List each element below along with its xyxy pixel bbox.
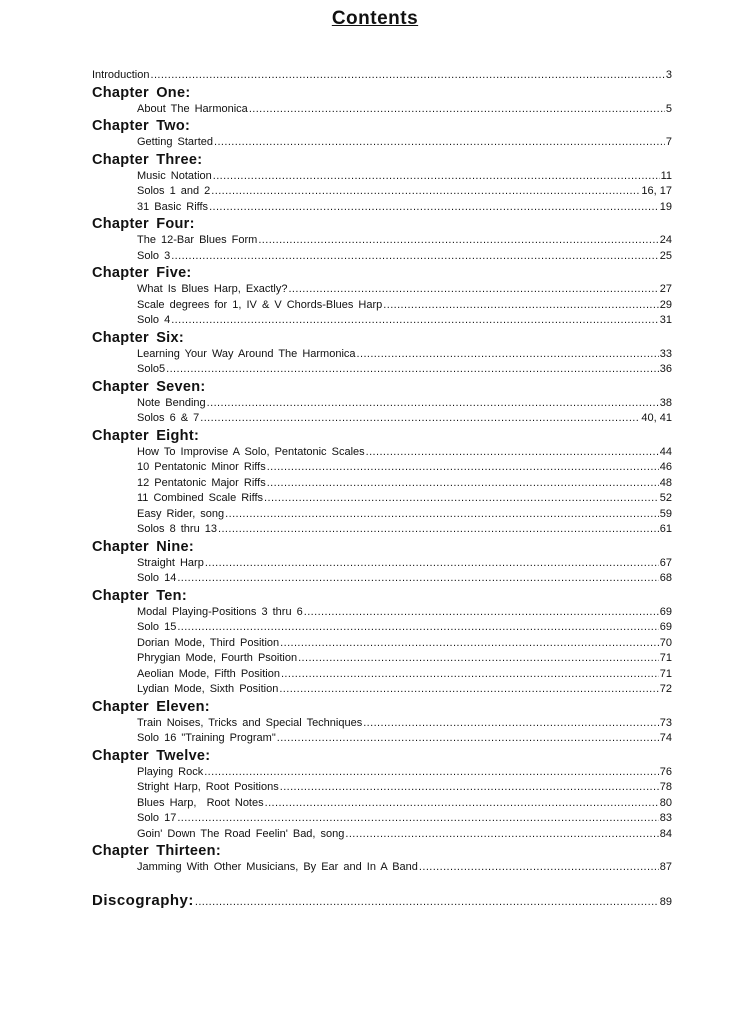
entry-title: Jamming With Other Musicians, By Ear and In A Band <box>137 861 418 873</box>
toc-entry[interactable] <box>92 605 672 621</box>
entry-title: Music Notation <box>137 169 212 182</box>
entry-page: 69 <box>659 605 672 618</box>
toc-entry[interactable] <box>92 460 672 476</box>
entry-page: 7 <box>665 136 672 148</box>
entry-page: 73 <box>659 716 672 729</box>
page-title: Contents <box>331 8 419 29</box>
dot-leader <box>258 233 658 249</box>
entry-title: About The Harmonica <box>137 102 248 115</box>
entry-title: Phrygian Mode, Fourth Psoition <box>137 652 298 664</box>
toc-entry[interactable] <box>92 860 672 876</box>
entry-page: 59 <box>659 507 672 520</box>
entry-page: 27 <box>659 283 672 295</box>
entry-title: Lydian Mode, Sixth Position <box>137 683 279 695</box>
chapter-heading: Chapter Four: <box>92 216 195 232</box>
toc-entry[interactable] <box>92 667 672 683</box>
chapter-heading: Chapter Seven: <box>92 378 206 395</box>
entry-page: 78 <box>659 781 672 793</box>
dot-leader <box>265 796 659 812</box>
chapter-heading: Chapter Six: <box>92 329 185 346</box>
entry-page: 33 <box>659 347 672 360</box>
dot-leader <box>177 571 658 587</box>
dot-leader <box>213 169 660 185</box>
toc-entry[interactable] <box>92 362 672 378</box>
entry-page: 52 <box>659 492 672 504</box>
toc-entry[interactable] <box>92 780 672 796</box>
dot-leader <box>357 347 659 363</box>
chapter-heading: Chapter Ten: <box>92 587 187 604</box>
toc-entry[interactable] <box>92 682 672 698</box>
entry-title: Dorian Mode, Third Position <box>137 636 280 649</box>
entry-title: Modal Playing-Positions 3 thru 6 <box>137 605 303 618</box>
table-of-contents <box>92 68 672 910</box>
dot-leader <box>280 780 659 796</box>
toc-entry[interactable] <box>92 282 672 298</box>
dot-leader <box>205 556 659 572</box>
dot-leader <box>200 411 640 427</box>
dot-leader <box>204 765 659 781</box>
dot-leader <box>249 102 665 118</box>
toc-entry[interactable] <box>92 620 672 636</box>
entry-title: Introduction <box>92 69 150 81</box>
toc-entry[interactable] <box>92 636 672 652</box>
entry-title: Train Noises, Tricks and Special Techniques <box>137 716 363 729</box>
dot-leader <box>281 667 659 683</box>
dot-leader <box>195 895 659 911</box>
dot-leader <box>288 282 658 298</box>
dot-leader <box>366 445 659 461</box>
entry-title: The 12-Bar Blues Form <box>137 234 258 246</box>
entry-page: 31 <box>659 314 672 326</box>
toc-entry[interactable] <box>92 233 672 249</box>
entry-title: Solo 3 <box>137 249 171 262</box>
chapter-heading: Chapter Five: <box>92 265 192 281</box>
entry-title: How To Improvise A Solo, Pentatonic Scales <box>137 445 365 458</box>
toc-entry[interactable] <box>92 765 672 781</box>
toc-entry[interactable] <box>92 507 672 523</box>
entry-page: 11 <box>660 169 672 182</box>
dot-leader <box>363 716 659 732</box>
chapter-heading: Chapter Two: <box>92 118 191 134</box>
entry-page: 29 <box>659 298 672 311</box>
toc-entry[interactable] <box>92 249 672 265</box>
dot-leader <box>150 68 664 84</box>
entry-page: 44 <box>659 445 672 458</box>
toc-entry[interactable] <box>92 731 672 747</box>
entry-page: 40, 41 <box>641 412 672 424</box>
toc-entry[interactable] <box>92 556 672 572</box>
dot-leader <box>211 184 640 200</box>
dot-leader <box>279 682 658 698</box>
dot-leader <box>267 476 659 492</box>
entry-title: Note Bending <box>137 396 206 409</box>
chapter-heading: Chapter Eleven: <box>92 698 210 715</box>
chapter-heading: Chapter One: <box>92 84 191 101</box>
entry-page: 87 <box>659 861 672 873</box>
toc-entry[interactable] <box>92 827 672 843</box>
entry-title: Goin' Down The Road Feelin' Bad, song <box>137 827 345 840</box>
entry-page: 19 <box>659 200 672 213</box>
entry-title: Easy Rider, song <box>137 507 225 520</box>
entry-title: Learning Your Way Around The Harmonica <box>137 347 356 360</box>
dot-leader <box>209 200 659 216</box>
toc-entry[interactable] <box>92 522 672 538</box>
dot-leader <box>345 827 658 843</box>
dot-leader <box>264 491 659 507</box>
dot-leader <box>267 460 659 476</box>
entry-title: Scale degrees for 1, IV & V Chords-Blues Harp <box>137 298 383 311</box>
toc-entry[interactable] <box>92 651 672 667</box>
entry-title: Discography: <box>92 891 194 909</box>
entry-page: 48 <box>659 476 672 489</box>
toc-entry[interactable] <box>92 313 672 329</box>
entry-title: Solo 14 <box>137 572 177 584</box>
entry-page: 5 <box>665 102 672 115</box>
chapter-heading: Chapter Three: <box>92 151 203 168</box>
entry-page: 24 <box>659 234 672 246</box>
toc-entry-discography[interactable] <box>92 893 672 911</box>
entry-title: Straight Harp <box>137 556 204 569</box>
entry-title: Solo5 <box>137 363 166 375</box>
entry-page: 71 <box>659 667 672 680</box>
entry-page: 16, 17 <box>641 185 672 197</box>
toc-entry-introduction[interactable] <box>92 68 672 84</box>
dot-leader <box>214 135 665 151</box>
toc-entry[interactable] <box>92 184 672 200</box>
dot-leader <box>171 313 659 329</box>
dot-leader <box>298 651 659 667</box>
toc-entry[interactable] <box>92 298 672 314</box>
toc-entry[interactable] <box>92 347 672 363</box>
dot-leader <box>280 636 659 652</box>
entry-title: Stright Harp, Root Positions <box>137 781 279 793</box>
entry-title: 12 Pentatonic Major Riffs <box>137 476 266 489</box>
toc-entry[interactable] <box>92 169 672 185</box>
dot-leader <box>218 522 659 538</box>
entry-title: 31 Basic Riffs <box>137 200 209 213</box>
entry-title: Blues Harp, Root Notes <box>137 796 264 809</box>
entry-page: 76 <box>659 765 672 778</box>
dot-leader <box>177 811 658 827</box>
chapter-heading: Chapter Nine: <box>92 538 194 555</box>
dot-leader <box>419 860 659 876</box>
entry-title: Playing Rock <box>137 765 204 778</box>
toc-entry[interactable] <box>92 716 672 732</box>
entry-page: 36 <box>659 363 672 375</box>
entry-page: 71 <box>659 652 672 664</box>
entry-page: 67 <box>659 556 672 569</box>
entry-page: 25 <box>659 249 672 262</box>
chapter-heading: Chapter Eight: <box>92 427 200 444</box>
entry-title: 11 Combined Scale Riffs <box>137 492 264 504</box>
entry-page: 80 <box>659 796 672 809</box>
entry-title: Solo 15 <box>137 621 177 633</box>
toc-entry[interactable] <box>92 445 672 461</box>
entry-page: 3 <box>665 69 672 81</box>
toc-entry[interactable] <box>92 476 672 492</box>
toc-entry[interactable] <box>92 135 672 151</box>
entry-page: 61 <box>659 523 672 535</box>
toc-entry[interactable] <box>92 396 672 412</box>
toc-entry[interactable] <box>92 491 672 507</box>
dot-leader <box>277 731 659 747</box>
entry-title: Solos 8 thru 13 <box>137 523 217 535</box>
chapter-list <box>92 85 672 876</box>
entry-title: Getting Started <box>137 136 213 148</box>
chapter-heading: Chapter Twelve: <box>92 747 211 764</box>
entry-title: 10 Pentatonic Minor Riffs <box>137 461 266 473</box>
dot-leader <box>166 362 659 378</box>
entry-page: 72 <box>659 683 672 695</box>
dot-leader <box>225 507 659 523</box>
toc-entry[interactable] <box>92 102 672 118</box>
entry-title: Solos 6 & 7 <box>137 412 200 424</box>
entry-page: 84 <box>659 827 672 840</box>
entry-page: 74 <box>659 732 672 744</box>
toc-entry[interactable] <box>92 411 672 427</box>
entry-title: Aeolian Mode, Fifth Position <box>137 667 280 680</box>
entry-title: Solos 1 and 2 <box>137 185 211 197</box>
dot-leader <box>171 249 659 265</box>
chapter-heading: Chapter Thirteen: <box>92 843 221 859</box>
entry-title: What Is Blues Harp, Exactly? <box>137 283 288 295</box>
dot-leader <box>383 298 658 314</box>
entry-title: Solo 4 <box>137 314 171 326</box>
entry-page: 69 <box>659 621 672 633</box>
entry-page: 89 <box>659 895 672 908</box>
entry-title: Solo 16 "Training Program" <box>137 732 276 744</box>
toc-entry[interactable] <box>92 571 672 587</box>
entry-page: 83 <box>659 812 672 824</box>
dot-leader <box>207 396 659 412</box>
entry-page: 46 <box>659 461 672 473</box>
dot-leader <box>177 620 658 636</box>
entry-page: 70 <box>659 636 672 649</box>
toc-entry[interactable] <box>92 811 672 827</box>
dot-leader <box>304 605 659 621</box>
entry-page: 68 <box>659 572 672 584</box>
toc-entry[interactable] <box>92 200 672 216</box>
toc-entry[interactable] <box>92 796 672 812</box>
entry-title: Solo 17 <box>137 812 177 824</box>
entry-page: 38 <box>659 396 672 409</box>
